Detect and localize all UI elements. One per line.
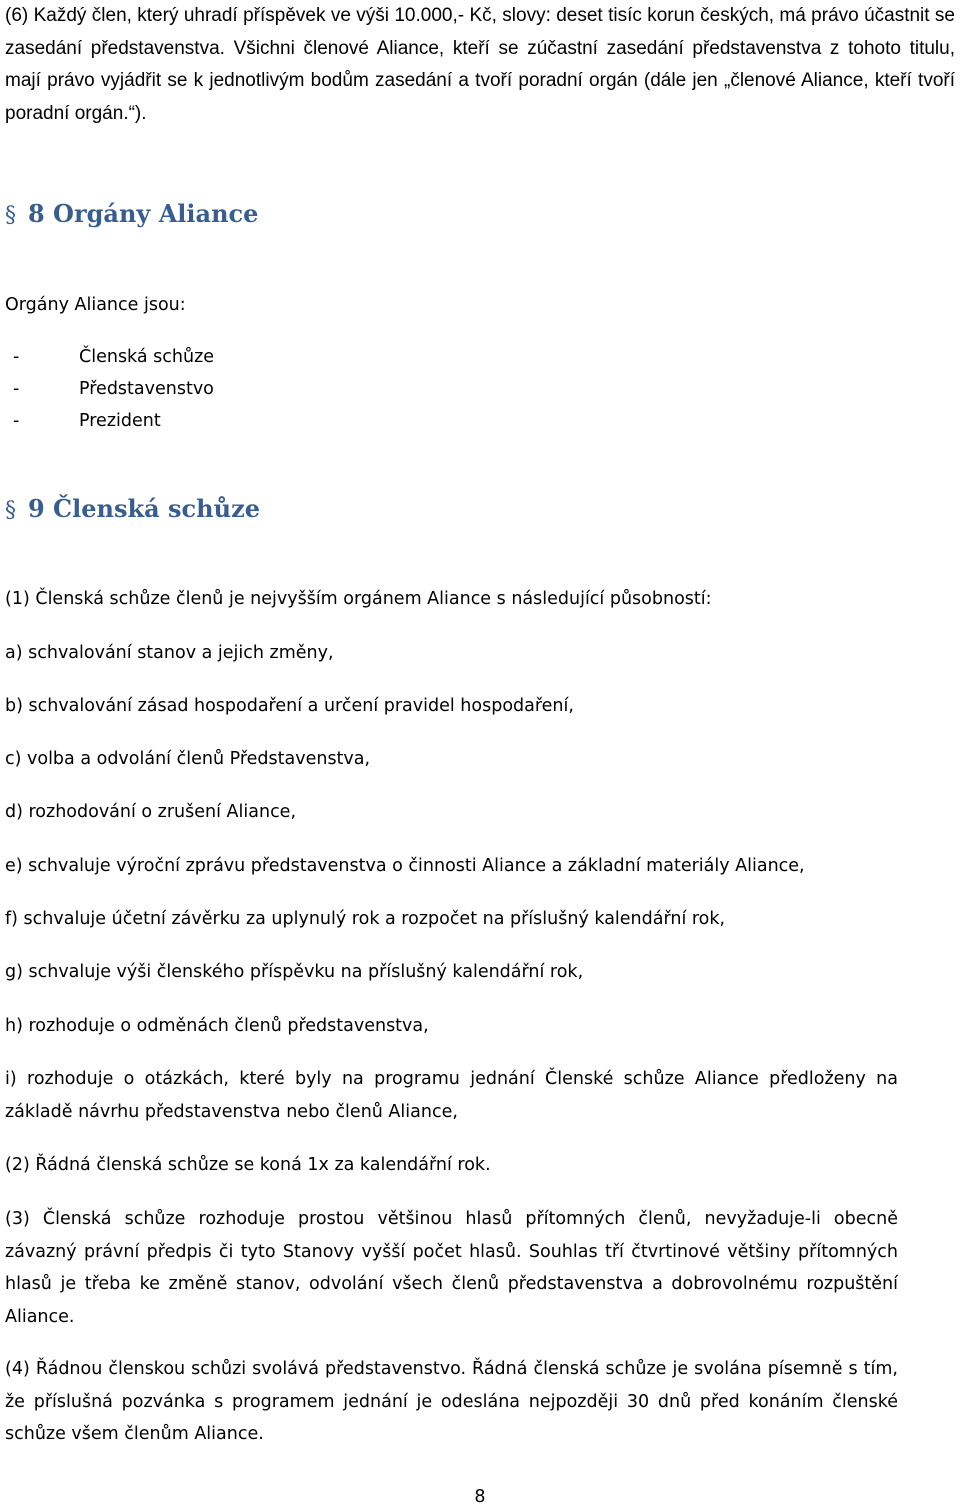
item-f: f) schvaluje účetní závěrku za uplynulý rok a rozpočet na příslušný kalendářní rok, [5,909,726,929]
paragraph-3: (3) Členská schůze rozhoduje prostou většinou hlasů přítomných členů, nevyžaduje-li obecně závazný právní předpis či tyto Stanovy vyšší počet hlasů. Souhlas tří čtvrtinové většiny přítomných hlasů je třeba ke změně stanov, odvolání všech členů představenstva a dobrovolnému rozpuštění Aliance. [5,1209,898,1327]
intro-paragraph: (6) Každý člen, který uhradí příspěvek ve výši 10.000,- Kč, slovy: deset tisíc korun českých, má právo účastnit se zasedání představenstva. Všichni členové Aliance, kteří se zúčastní zasedání představenstva z tohoto titulu, mají právo vyjádřit se k jednotlivým bodům zasedání a tvoří poradní orgán (dále jen „členové Aliance, kteří tvoří poradní orgán.“). [5,5,955,124]
paragraph-1: (1) Členská schůze členů je nejvyšším orgánem Aliance s následující působností: [5,589,712,609]
list-item-text: Představenstvo [79,379,214,399]
list-dash: - [13,379,20,399]
section-8-lead: Orgány Aliance jsou: [5,295,186,315]
paragraph-2: (2) Řádná členská schůze se koná 1x za kalendářní rok. [5,1155,491,1175]
section-8-title: 8 Orgány Aliance [28,199,259,228]
paragraph-4: (4) Řádnou členskou schůzi svolává představenstvo. Řádná členská schůze je svolána písemně s tím, že příslušná pozvánka s programem jednání je odeslána nejpozději 30 dnů před konáním členské schůze všem členům Aliance. [5,1359,898,1444]
list-dash: - [13,347,20,367]
section-symbol: § [5,203,16,228]
page-number: 8 [474,1487,486,1507]
item-i: i) rozhoduje o otázkách, které byly na programu jednání Členské schůze Aliance předloženy na základě návrhu představenstva nebo členů Aliance, [5,1069,898,1122]
item-c: c) volba a odvolání členů Představenstva, [5,749,371,769]
item-d: d) rozhodování o zrušení Aliance, [5,802,297,822]
section-symbol: § [5,498,16,523]
section-9-heading [5,494,260,526]
list-item [5,373,214,406]
section-9-title: 9 Členská schůze [28,494,260,523]
list-item [5,341,214,374]
section-8-heading [5,199,258,231]
item-g: g) schvaluje výši členského příspěvku na příslušný kalendářní rok, [5,962,584,982]
list-item [5,405,161,438]
item-e: e) schvaluje výroční zprávu představenstva o činnosti Aliance a základní materiály Aliance, [5,856,805,876]
list-item-text: Členská schůze [79,347,215,367]
item-b: b) schvalování zásad hospodaření a určení pravidel hospodaření, [5,696,574,716]
item-h: h) rozhoduje o odměnách členů představenstva, [5,1016,429,1036]
list-dash: - [13,411,20,431]
item-a: a) schvalování stanov a jejich změny, [5,643,334,663]
list-item-text: Prezident [79,411,161,431]
